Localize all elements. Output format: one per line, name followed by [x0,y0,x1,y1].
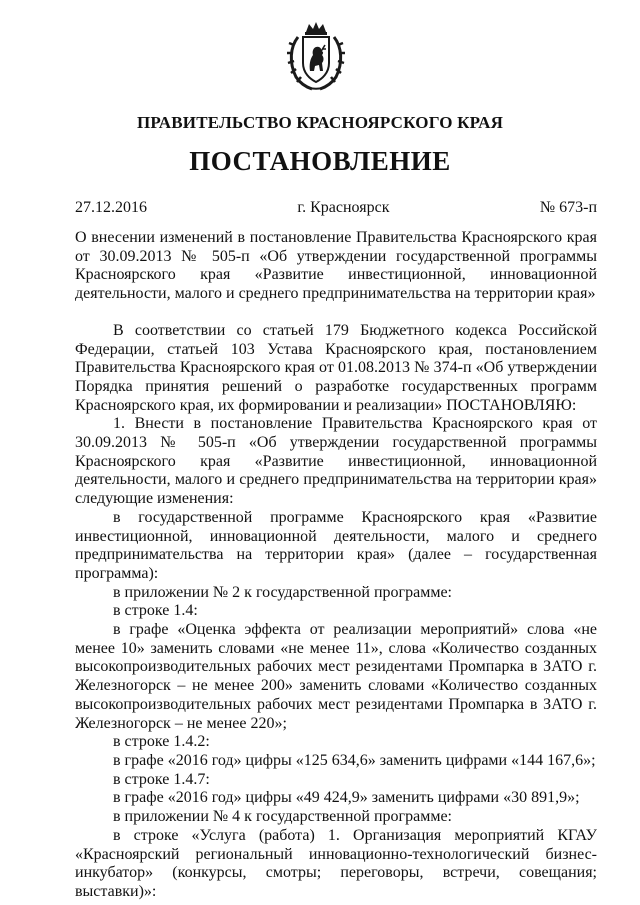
body-paragraph: в строке «Услуга (работа) 1. Организация мероприятий КГАУ «Красноярский региональный инновационно-технологический бизнес-инкубатор» (конкурсы, смотры; переговоры, встречи, совещания; выставки)»: [75,826,597,900]
document-body [75,229,597,902]
document-number: № 673-п [539,199,597,216]
body-paragraph: в графе «2016 год» цифры «49 424,9» заменить цифрами «30 891,9»; [113,789,580,807]
document-subject: О внесении изменений в постановление Правительства Красноярского края от 30.09.2013 № 505-п «Об утверждении государственной программы Красноярского края «Развитие инвестиционной, инновационной деятельности, малого и среднего предпринимательства на территории края» [75,229,597,303]
coat-of-arms-icon [284,19,348,93]
body-paragraph: в приложении № 4 к государственной программе: [113,808,452,826]
body-paragraph: В соответствии со статьей 179 Бюджетного кодекса Российской Федерации, статьей 103 Устава Красноярского края, постановлением Правительства Красноярского края от 01.08.2013 № 374-п «Об утверждении Порядка принятия решений о разработке государственных программ Красноярского края, их формировании и реализации» ПОСТАНОВЛЯЮ: [75,321,597,414]
body-paragraph: в строке 1.4: [113,602,198,620]
body-paragraph: в строке 1.4.7: [113,770,210,788]
body-paragraph: в строке 1.4.2: [113,733,210,751]
body-paragraph: в приложении № 2 к государственной программе: [113,583,452,601]
document-date: 27.12.2016 [75,199,147,216]
government-title: ПРАВИТЕЛЬСТВО КРАСНОЯРСКОГО КРАЯ [136,113,504,132]
document-meta-row [75,199,597,217]
body-paragraph: в государственной программе Красноярского края «Развитие инвестиционной, инновационной деятельности, малого и среднего предпринимательства на территории края» (далее – государственная программа): [75,508,597,582]
body-paragraph: в графе «2016 год» цифры «125 634,6» заменить цифрами «144 167,6»; [113,751,596,769]
body-paragraph: в графе «Оценка эффекта от реализации мероприятий» слова «не менее 10» заменить словами «не менее 11», слова «Количество созданных высокопроизводительных рабочих мест резидентами Промпарка в ЗАТО г. Железногорск – не менее 200» заменить словами «Количество созданных высокопроизводительных рабочих мест резидентами Промпарка в ЗАТО г. Железногорск – не менее 220»; [75,621,597,732]
body-paragraph: 1. Внести в постановление Правительства Красноярского края от 30.09.2013 № 505-п «Об утверждении государственной программы Красноярского края «Развитие инвестиционной, инновационной деятельности, малого и среднего предпринимательства на территории края» следующие изменения: [75,415,597,508]
document-city: г. Красноярск [297,199,390,216]
document-type-title: ПОСТАНОВЛЕНИЕ [189,146,451,176]
